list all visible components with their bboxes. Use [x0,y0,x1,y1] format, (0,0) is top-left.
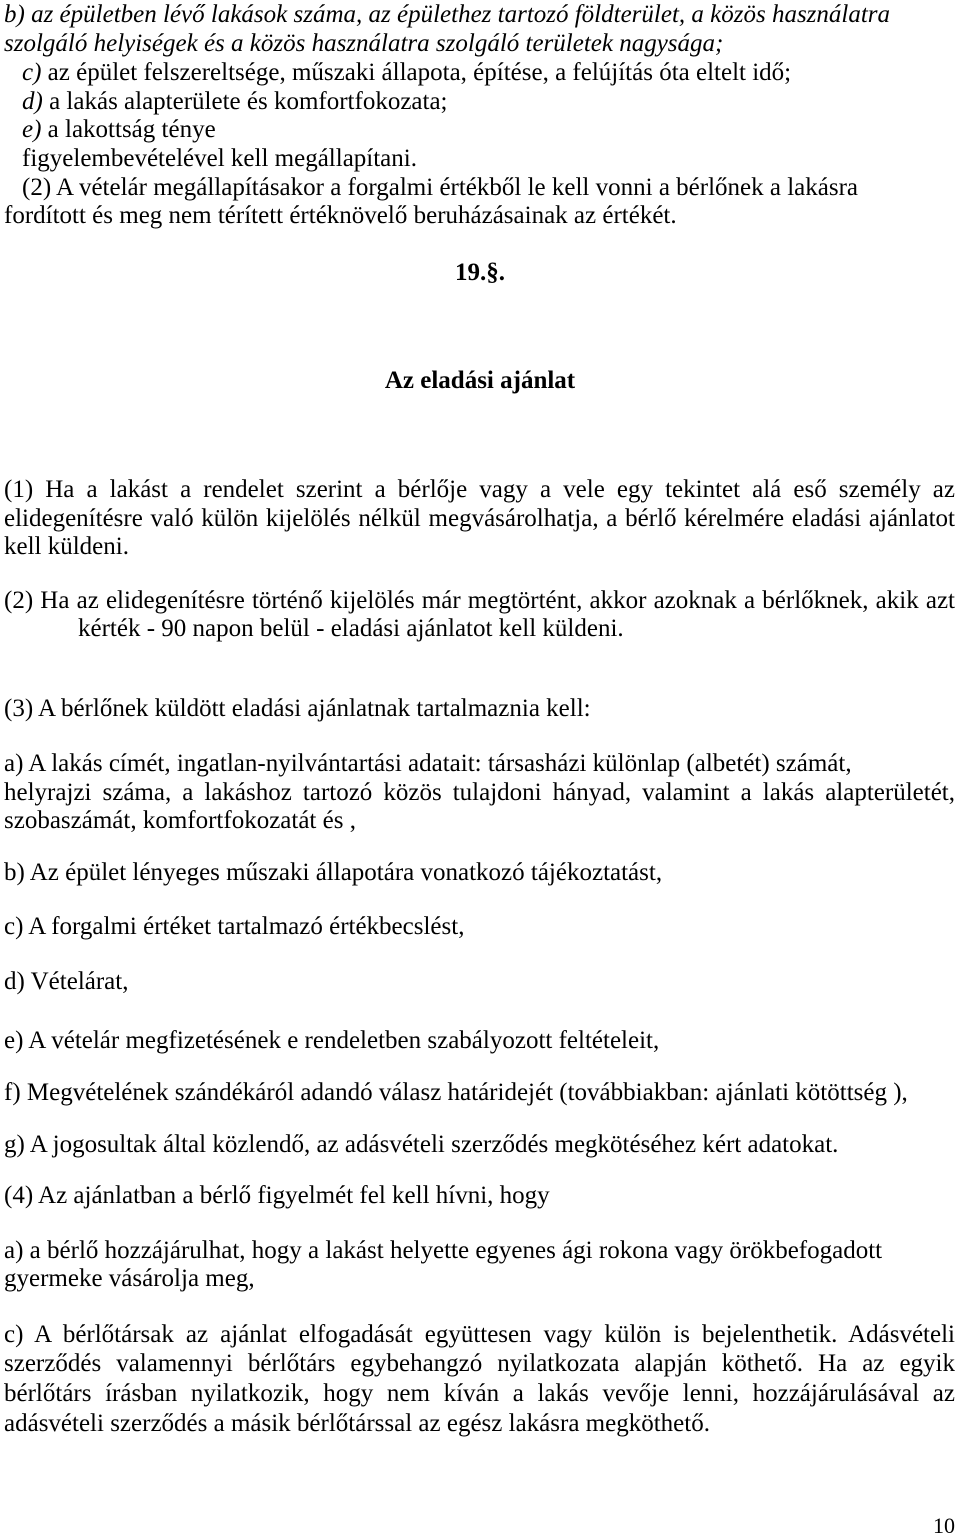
paragraph-lead: (4) Az ajánlatban a bérlő figyelmét fel kell hívni, hogy [4,1182,550,1209]
list-item-d: d) Vételárat, [4,968,129,995]
list-item-line: c) A bérlőtársak az ajánlat elfogadását együttesen vagy külön is bejelenthetik. Adásvételi [4,1321,955,1348]
list-item-line: szobaszámát, komfortfokozatát és , [4,807,356,834]
intro-item [22,87,448,116]
item-text: a lakottság ténye [47,116,216,143]
page-number: 10 [933,1513,955,1537]
paragraph-line: (2) A vételár megállapításakor a forgalmi értékből le kell vonni a bérlőnek a lakásra [22,174,859,201]
list-item-f: f) Megvételének szándékáról adandó válasz határidejét (továbbiakban: ajánlati kötöttség ), [4,1079,908,1106]
paragraph-line: kell küldeni. [4,533,129,560]
item-label: c) [22,59,42,86]
list-item-line: helyrajzi száma, a lakáshoz tartozó közös tulajdoni hányad, valamint a lakás alapterületét, [4,779,955,806]
intro-item [22,115,216,144]
list-item-line: a) a bérlő hozzájárulhat, hogy a lakást helyette egyenes ági rokona vagy örökbefogadott [4,1237,883,1264]
intro-line: szolgáló helyiségek és a közös használatra szolgáló területek nagysága; [4,30,724,57]
intro-item [22,58,791,87]
list-item-line: szerződés valamennyi bérlőtárs egybehangzó nyilatkozata alapján köthető. Ha az egyik [4,1350,955,1377]
paragraph-line: (1) Ha a lakást a rendelet szerint a bérlője vagy a vele egy tekintet alá eső személy az [4,476,955,503]
list-item-e: e) A vételár megfizetésének e rendeletben szabályozott feltételeit, [4,1027,660,1054]
list-item-g: g) A jogosultak által közlendő, az adásvételi szerződés megkötéséhez kért adatokat. [4,1131,839,1158]
item-label: e) [22,116,42,143]
section-title: Az eladási ajánlat [384,367,576,394]
item-label: d) [22,88,43,115]
list-item-b: b) Az épület lényeges műszaki állapotára vonatkozó tájékoztatást, [4,859,663,886]
section-number: 19.§. [455,259,505,286]
list-item-line: gyermeke vásárolja meg, [4,1265,255,1292]
paragraph-line: elidegenítésre való külön kijelölés nélkül megvásárolhatja, a bérlő kérelmére eladási ajánlatot [4,505,955,532]
intro-closing: figyelembevételével kell megállapítani. [22,145,417,172]
paragraph-lead: (3) A bérlőnek küldött eladási ajánlatnak tartalmaznia kell: [4,695,591,722]
intro-line: b) az épületben lévő lakások száma, az épülethez tartozó földterület, a közös használatra [4,1,891,28]
paragraph-line: fordított és meg nem térített értéknövelő beruházásainak az értékét. [4,202,677,229]
list-item-line: bérlőtárs írásban nyilatkozik, hogy nem kíván a lakás vevője lenni, hozzájárulásával az [4,1380,955,1407]
list-item-line: adásvételi szerződés a másik bérlőtárssal az egész lakásra megköthető. [4,1410,710,1437]
list-item-c: c) A forgalmi értéket tartalmazó értékbecslést, [4,913,465,940]
item-text: az épület felszereltsége, műszaki állapota, építése, a felújítás óta eltelt idő; [47,59,792,86]
paragraph-line: (2) Ha az elidegenítésre történő kijelölés már megtörtént, akkor azoknak a bérlőknek, akik azt [4,587,955,614]
paragraph-line: kérték - 90 napon belül - eladási ajánlatot kell küldeni. [78,615,624,642]
list-item-line: a) A lakás címét, ingatlan-nyilvántartási adatait: társasházi különlap (albetét) számát, [4,750,852,777]
item-text: a lakás alapterülete és komfortfokozata; [49,88,448,115]
